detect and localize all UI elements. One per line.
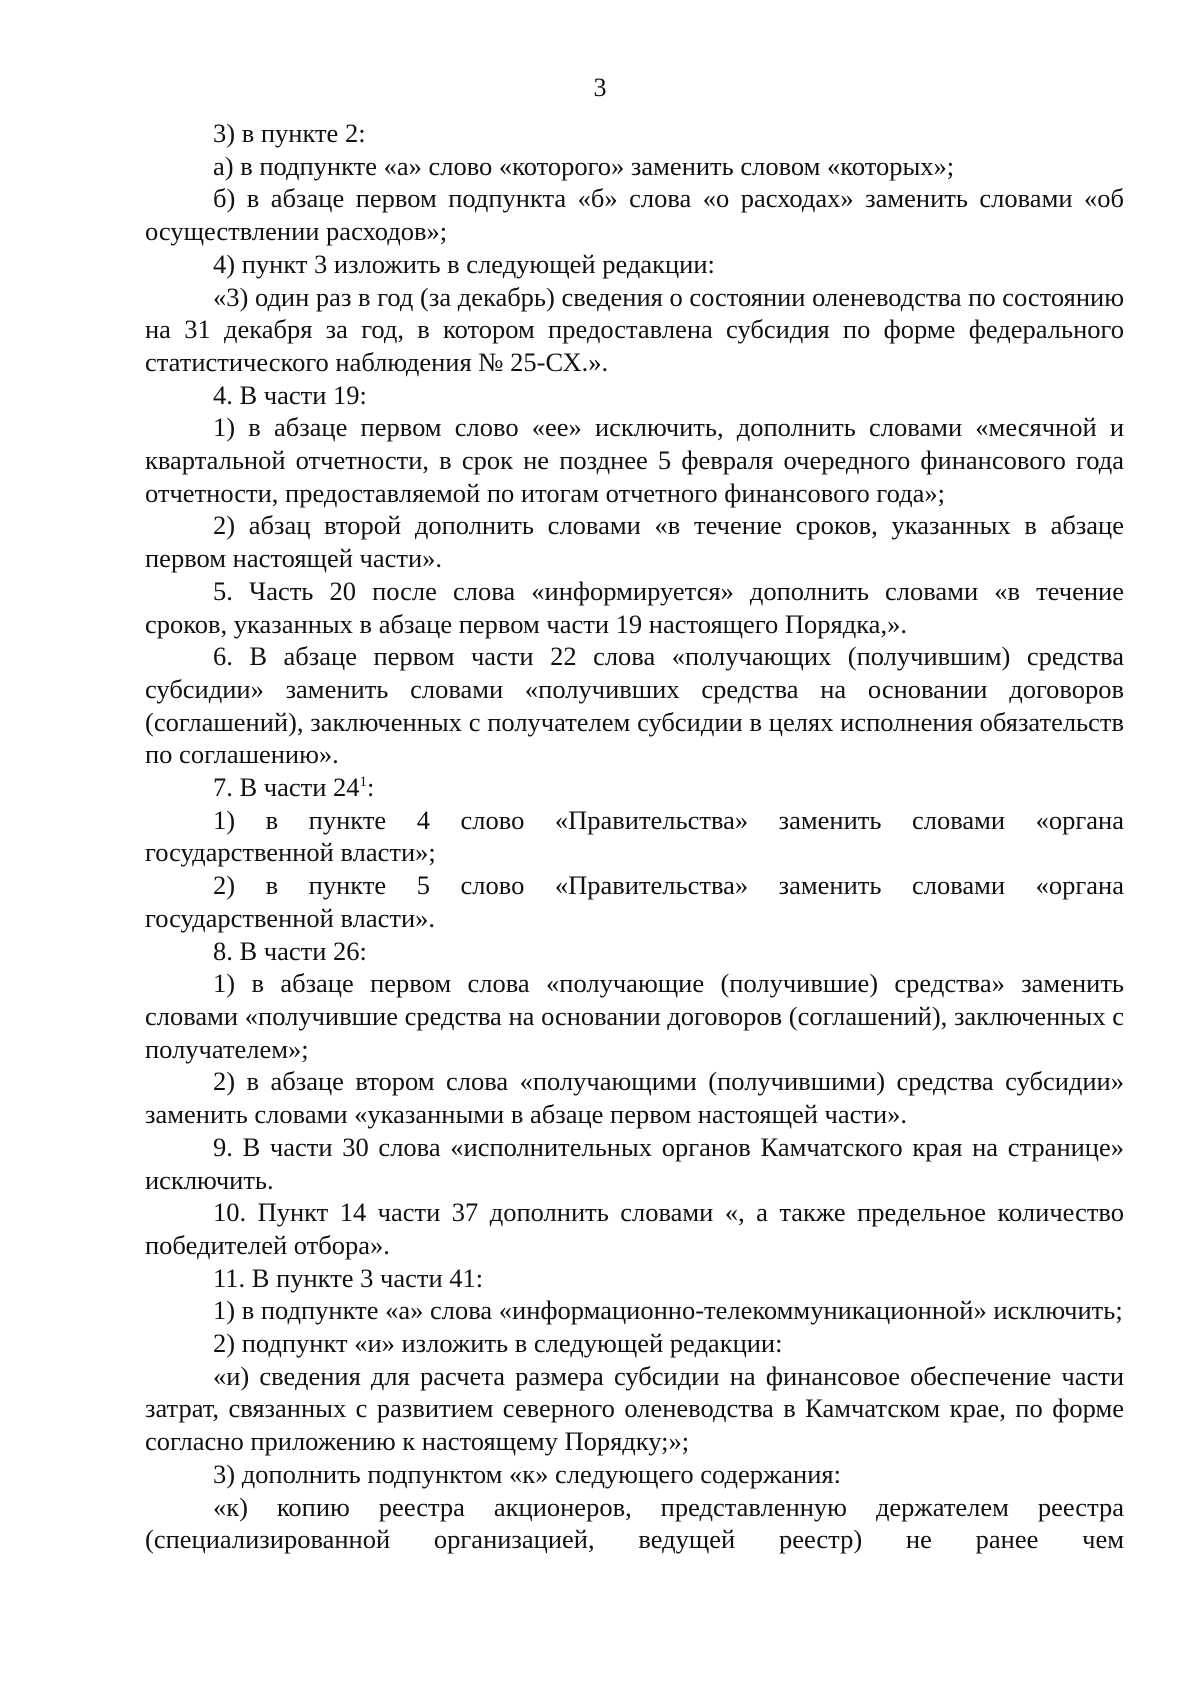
paragraph-text: б) в абзаце первом подпункта «б» слова «о расходах» заменить словами «об осуществлении расходов»; [145,183,1124,247]
paragraph-text: 2) подпункт «и» изложить в следующей редакции: [213,1328,783,1359]
paragraph [145,1131,1124,1196]
paragraph-text: 9. В части 30 слова «исполнительных органов Камчатского края на странице» исключить. [145,1131,1124,1195]
paragraph-text: а) в подпункте «а» слово «которого» заменить словом «которых»; [213,150,955,181]
paragraph [145,935,1124,968]
paragraph [145,117,1124,150]
paragraph-text: 2) в абзаце втором слова «получающими (получившими) средства субсидии» заменить словами «указанными в абзаце первом настоящей части». [145,1066,1124,1130]
paragraph-text: 5. Часть 20 после слова «информируется» дополнить словами «в течение сроков, указанных в абзаце первом части 19 настоящего Порядка,». [145,575,1124,639]
paragraph [145,771,1124,804]
paragraph-text: 3) дополнить подпунктом «к» следующего содержания: [213,1458,841,1489]
paragraph [145,509,1124,574]
paragraph [145,1262,1124,1295]
paragraph-text: «к) копию реестра акционеров, представленную держателем реестра (специализированной организацией, ведущей реестр) не ранее чем [145,1491,1124,1555]
paragraph-text: 7. В части 24 [213,772,360,803]
paragraph [145,281,1124,379]
paragraph [145,182,1124,247]
superscript: 1 [359,774,368,791]
paragraph [145,1491,1124,1556]
paragraph-text: 2) абзац второй дополнить словами «в течение сроков, указанных в абзаце первом настоящей части». [145,510,1124,574]
paragraph-text: 8. В части 26: [213,935,367,966]
paragraph-text: «и) сведения для расчета размера субсидии на финансовое обеспечение части затрат, связанных с развитием северного оленеводства в Камчатском крае, по форме согласно приложению к настоящему Порядку;»; [145,1360,1124,1457]
document-body [145,117,1124,1556]
paragraph-text: «3) один раз в год (за декабрь) сведения о состоянии оленеводства по состоянию на 31 декабря за год, в котором предоставлена субсидия по форме федерального статистического наблюдения № 25-СХ.». [145,281,1124,377]
paragraph [145,1065,1124,1130]
paragraph [145,1327,1124,1360]
paragraph-text: 1) в подпункте «а» слова «информационно-телекоммуникационной» исключить; [213,1295,1123,1326]
paragraph [145,411,1124,509]
paragraph [145,1196,1124,1261]
paragraph-text: 10. Пункт 14 части 37 дополнить словами «, а также предельное количество победителей отбора». [145,1197,1124,1260]
paragraph-text: 2) в пункте 5 слово «Правительства» заменить словами «органа государственной власти». [145,870,1124,933]
paragraph-text: 4. В части 19: [213,379,367,410]
paragraph-text: 1) в абзаце первом слова «получающие (получившие) средства» заменить словами «получившие средства на основании договоров (соглашений), заключенных с получателем»; [145,968,1124,1064]
paragraph-text: 1) в абзаце первом слово «ее» исключить, дополнить словами «месячной и квартальной отчетности, в срок не позднее 5 февраля очередного финансового года отчетности, предоставляемой по итогам отчетного финансового года»; [145,412,1124,508]
paragraph-text: 3) в пункте 2: [213,118,366,148]
paragraph [145,1458,1124,1491]
paragraph [145,804,1124,869]
paragraph [145,1294,1124,1327]
paragraph [145,640,1124,771]
paragraph-text: 4) пункт 3 изложить в следующей редакции: [213,248,715,279]
paragraph [145,869,1124,934]
paragraph-text-suffix: : [367,772,375,803]
paragraph-text: 1) в пункте 4 слово «Правительства» заменить словами «органа государственной власти»; [145,804,1124,868]
paragraph [145,379,1124,412]
paragraph-text: 11. В пункте 3 части 41: [213,1262,484,1293]
paragraph [145,575,1124,640]
paragraph [145,150,1124,183]
paragraph [145,967,1124,1065]
paragraph-text: 6. В абзаце первом части 22 слова «получающих (получившим) средства субсидии» заменить словами «получивших средства на основании договоров (соглашений), заключенных с получателем субсидии в целях исполнения обязательств по соглашению». [145,641,1124,770]
paragraph [145,248,1124,281]
paragraph [145,1360,1124,1458]
page-number: 3 [593,73,607,102]
